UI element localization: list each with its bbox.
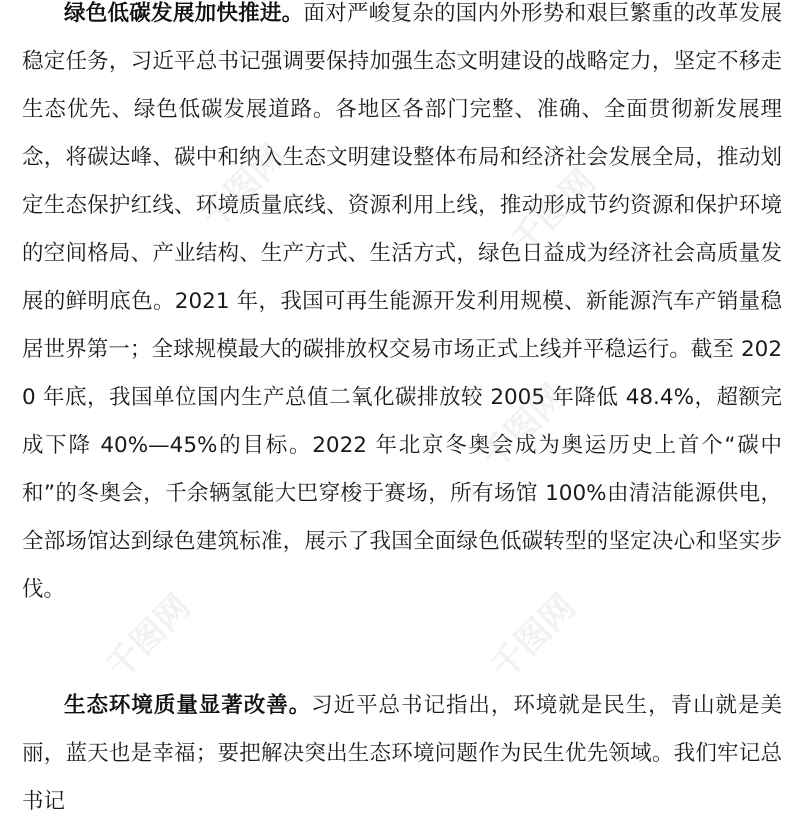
paragraph-green-low-carbon	[22, 0, 782, 614]
watermark: 千图网	[98, 586, 199, 688]
watermark: 千图网	[503, 161, 604, 263]
watermark: 千图网	[193, 136, 294, 238]
paragraph-body: 习近平总书记指出，环境就是民生，青山就是美丽，蓝天也是幸福；要把解决突出生态环境问题作为民生优先领域。我们牢记总书记	[22, 693, 782, 814]
watermark: 千图网	[483, 586, 584, 688]
watermark: 千图网	[473, 376, 574, 478]
paragraph-lead-heading: 生态环境质量显著改善。	[64, 693, 312, 718]
paragraph-body: 面对严峻复杂的国内外形势和艰巨繁重的改革发展稳定任务，习近平总书记强调要保持加强生态文明建设的战略定力，坚定不移走生态优先、绿色低碳发展道路。各地区各部门完整、准确、全面贯彻新发展理念，将碳达峰、碳中和纳入生态文明建设整体布局和经济社会发展全局，推动划定生态保护红线、环境质量底线、资源利用上线，推动形成节约资源和保护环境的空间格局、产业结构、生产方式、生活方式，绿色日益成为经济社会高质量发展的鲜明底色。2021 年，我国可再生能源开发利用规模、新能源汽车产销量稳居世界第一；全球规模最大的碳排放权交易市场正式上线并平稳运行。截至 2020 年底，我国单位国内生产总值二氧化碳排放较 2005 年降低 48.4%，超额完成下降 40%—45%的目标。2022 年北京冬奥会成为奥运历史上首个“碳中和”的冬奥会，千余辆氢能大巴穿梭于赛场，所有场馆 100%由清洁能源供电，全部场馆达到绿色建筑标准，展示了我国全面绿色低碳转型的坚定决心和坚实步伐。	[22, 1, 782, 602]
paragraph-lead-heading: 绿色低碳发展加快推进。	[64, 1, 304, 26]
paragraph-eco-environment	[22, 682, 782, 826]
